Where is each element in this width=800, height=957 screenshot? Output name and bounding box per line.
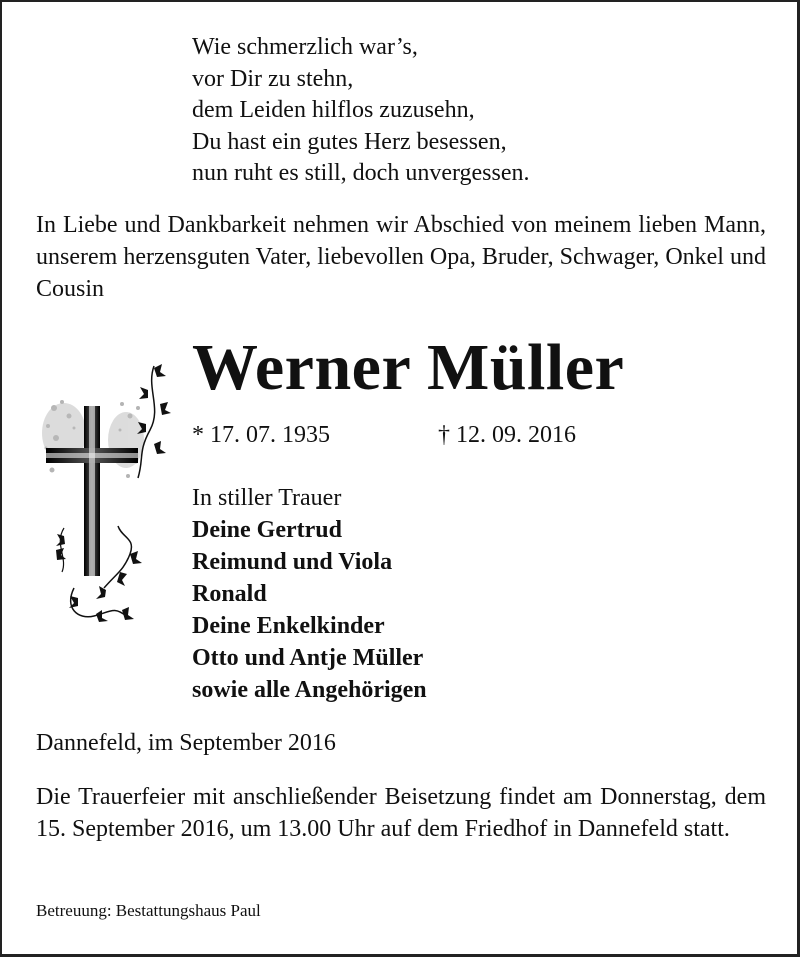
mourning-intro: In stiller Trauer: [192, 485, 342, 511]
mourner: Deine Enkelkinder: [192, 613, 385, 639]
mourner: sowie alle Angehörigen: [192, 677, 427, 703]
memorial-poem: [192, 32, 530, 190]
poem-line: nun ruht es still, doch unvergessen.: [192, 160, 530, 186]
mourner: Ronald: [192, 581, 267, 607]
mourner: Deine Gertrud: [192, 517, 342, 543]
mourners-list: [192, 514, 427, 706]
poem-line: dem Leiden hilflos zuzusehn,: [192, 97, 475, 123]
poem-line: vor Dir zu stehn,: [192, 65, 354, 92]
deceased-name: Werner Müller: [192, 331, 625, 404]
farewell-text: In Liebe und Dankbarkeit nehmen wir Abschied von meinem lieben Mann, unserem herzensguten Vater, liebevollen Opa, Bruder, Schwager, Onkel und Cousin: [36, 212, 766, 302]
poem-line: Wie schmerzlich war’s,: [192, 34, 418, 60]
birth-date: * 17. 07. 1935: [192, 422, 330, 448]
cross-with-ivy-icon: [34, 358, 184, 628]
place-date: Dannefeld, im September 2016: [36, 730, 336, 756]
funeral-info: Die Trauerfeier mit anschließender Beisetzung findet am Donnerstag, dem 15. September 2016, um 13.00 Uhr auf dem Friedhof in Dannefeld statt.: [36, 784, 766, 842]
poem-line: Du hast ein gutes Herz besessen,: [192, 128, 507, 155]
mourner: Otto und Antje Müller: [192, 645, 424, 671]
mourner: Reimund und Viola: [192, 549, 393, 575]
death-date: † 12. 09. 2016: [438, 422, 576, 448]
undertaker-credit: Betreuung: Bestattungshaus Paul: [36, 901, 261, 920]
